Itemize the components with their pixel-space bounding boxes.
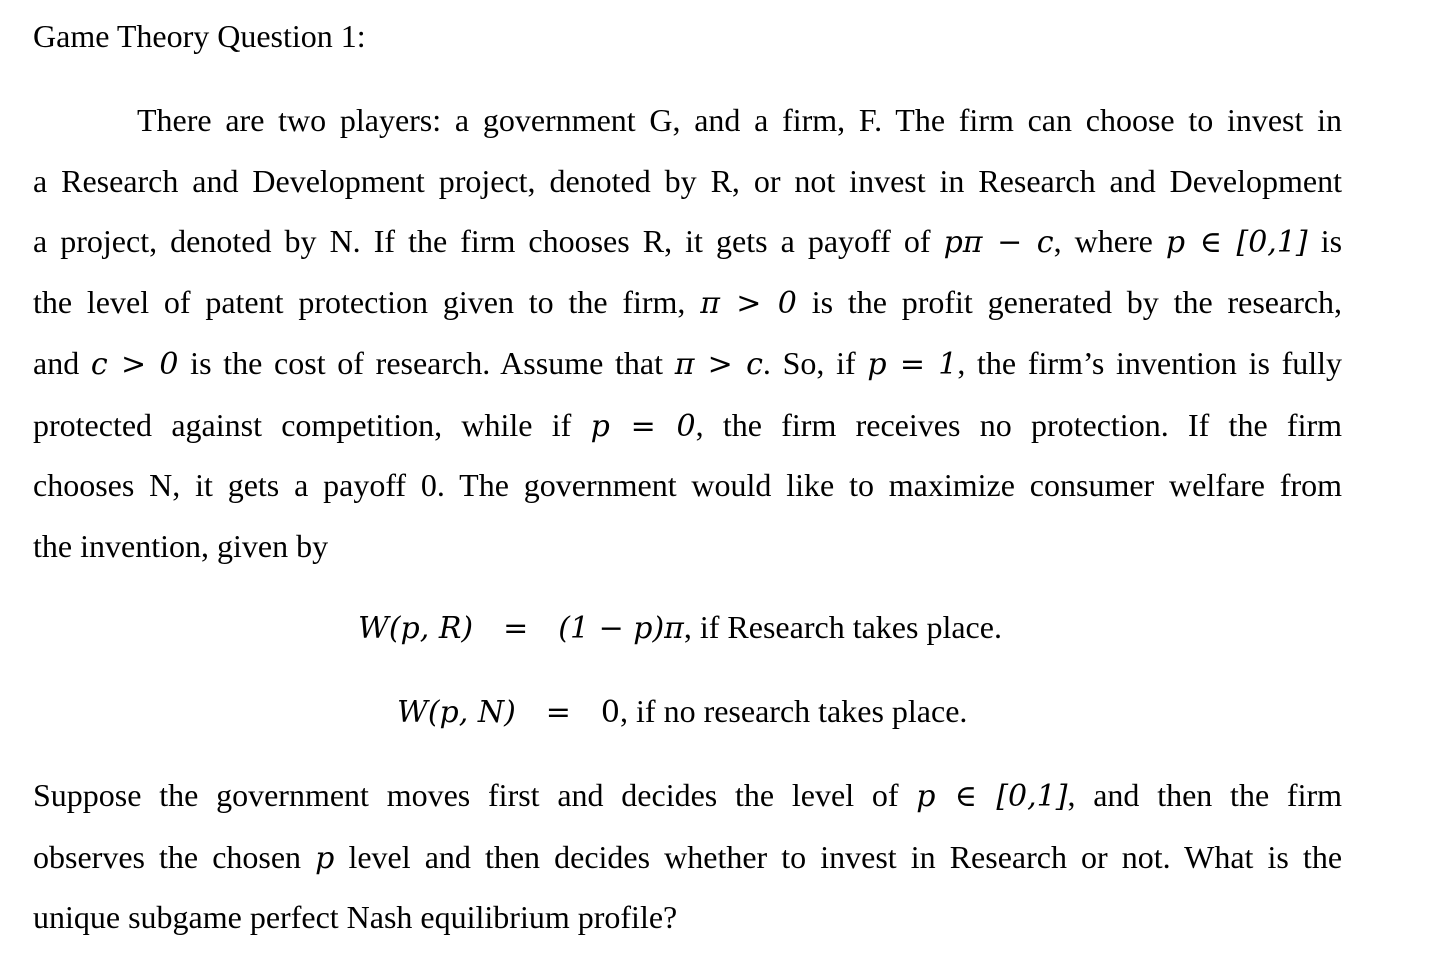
equation-research	[358, 607, 1002, 649]
math-pi-greater-c: π > c	[674, 347, 763, 382]
math-pi-positive: π > 0	[700, 286, 797, 321]
question-line-1	[33, 775, 1342, 817]
equation-rhs-math: (1 − p)π	[558, 611, 684, 646]
question-line-2	[33, 837, 1342, 879]
text-segment: level and then decides whether to invest in Research or not. What is the	[348, 839, 1343, 875]
text-segment: is	[1320, 223, 1343, 259]
text-segment: protected against competition, while if	[33, 407, 572, 443]
equals-sign: =	[503, 611, 529, 646]
math-payoff-expression: pπ − c	[943, 225, 1054, 260]
paragraph-line-1: There are two players: a government G, and a firm, F. The firm can choose to invest in	[137, 102, 1342, 138]
text-segment: a project, denoted by N. If the firm chooses R, it gets a payoff of	[33, 223, 931, 259]
paragraph-line-6	[33, 405, 1342, 447]
text-segment: Suppose the government moves first and decides the level of	[33, 777, 899, 813]
paragraph-line-4	[33, 282, 1342, 324]
text-segment: observes the chosen	[33, 839, 302, 875]
paragraph-line-2: a Research and Development project, denoted by R, or not invest in Research and Development	[33, 163, 1342, 199]
text-segment: and	[33, 345, 80, 381]
math-p-equals-one: p = 1	[867, 347, 958, 382]
equals-sign: =	[545, 695, 571, 730]
page-title: Game Theory Question 1:	[33, 18, 366, 54]
text-segment: is the profit generated by the research,	[811, 284, 1343, 320]
text-segment: , the firm’s invention is fully	[957, 345, 1343, 381]
math-p-equals-zero: p = 0	[590, 409, 696, 444]
question-line-3: unique subgame perfect Nash equilibrium profile?	[33, 899, 678, 935]
math-p-range: p ∈ [0,1]	[1165, 225, 1308, 260]
paragraph-line-8: the invention, given by	[33, 528, 329, 564]
equation-no-research	[397, 691, 967, 733]
equation-rhs-text: , if Research takes place.	[683, 609, 1002, 645]
paragraph-line-5	[33, 343, 1342, 385]
equation-rhs-text: , if no research takes place.	[620, 693, 968, 729]
text-segment: , and then the firm	[1067, 777, 1343, 813]
equation-lhs: W(p, R)	[358, 611, 474, 646]
equation-rhs-math: 0	[600, 695, 621, 730]
text-segment: the level of patent protection given to the firm,	[33, 284, 686, 320]
math-p: p	[315, 841, 335, 876]
math-c-positive: c > 0	[90, 347, 179, 382]
text-segment: , the firm receives no protection. If the firm	[695, 407, 1343, 443]
text-segment: is the cost of research. Assume that	[190, 345, 663, 381]
equation-lhs: W(p, N)	[397, 695, 516, 730]
math-p-range: p ∈ [0,1]	[916, 779, 1068, 814]
paragraph-line-3	[33, 221, 1342, 263]
text-segment: . So, if	[762, 345, 856, 381]
paragraph-line-7: chooses N, it gets a payoff 0. The government would like to maximize consumer welfare from	[33, 467, 1342, 503]
text-segment: , where	[1053, 223, 1153, 259]
